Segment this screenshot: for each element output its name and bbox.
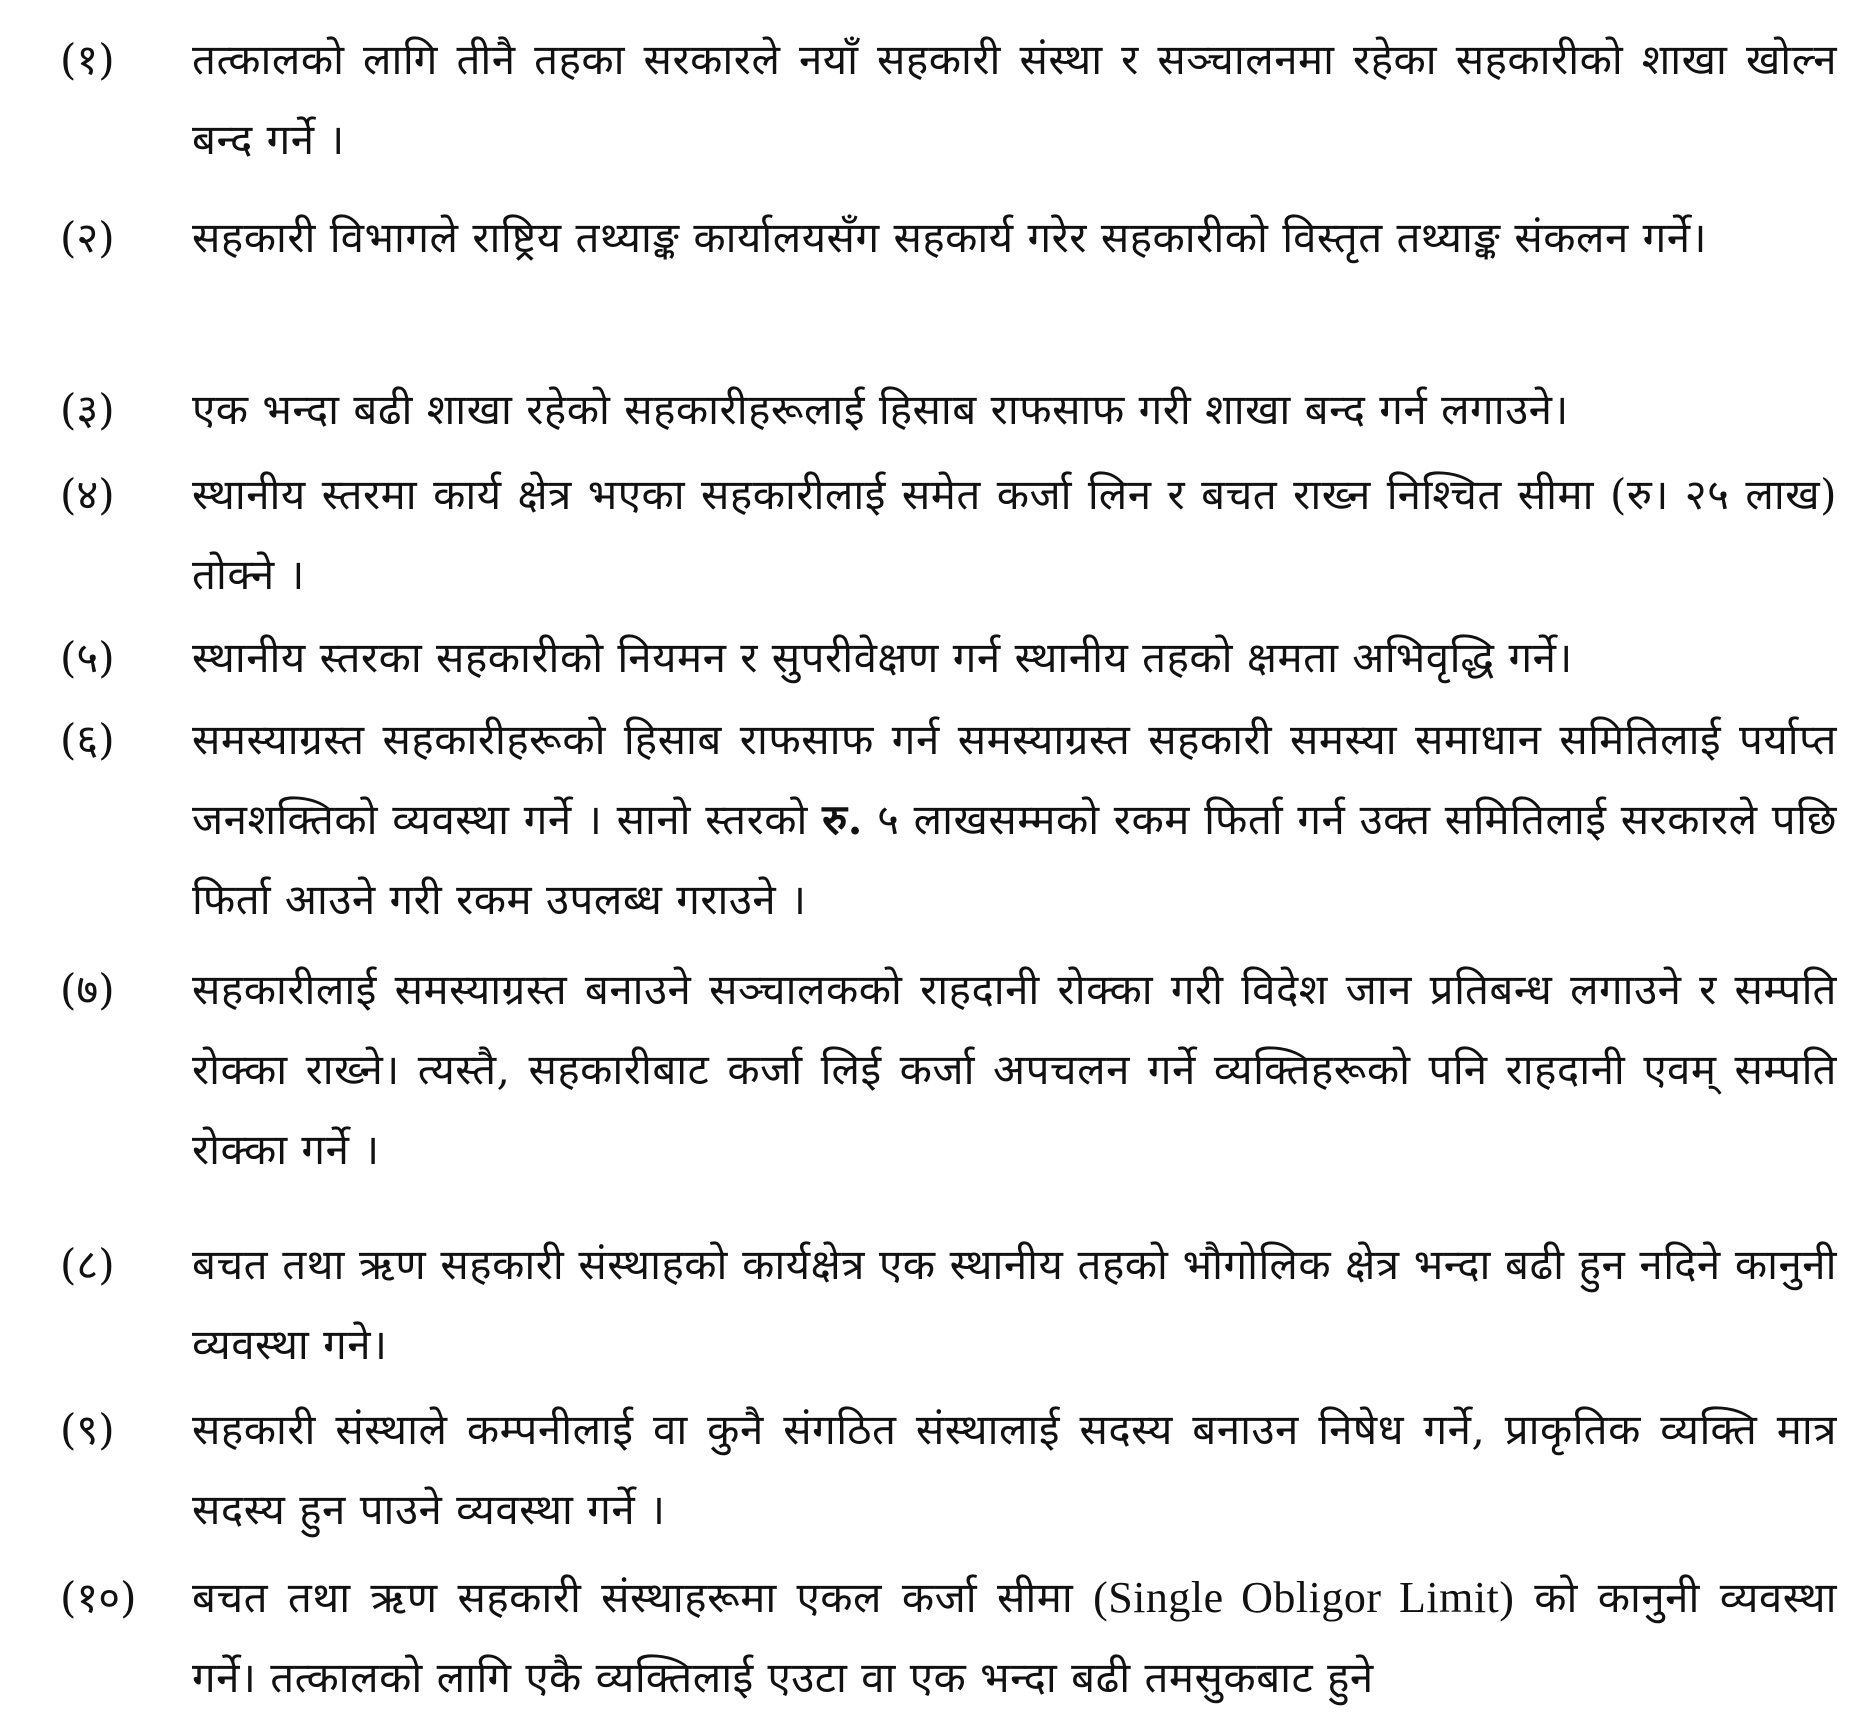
item-number: (४) — [60, 470, 115, 519]
item-number: (२) — [60, 213, 115, 262]
item-text-part: बचत तथा ऋण सहकारी संस्थाहरूमा एकल कर्जा सीमा — [192, 1573, 1094, 1622]
item-text: तत्कालको लागि तीनै तहका सरकारले नयाँ सहकारी संस्था र सञ्चालनमा रहेका सहकारीको शाखा खोल्न बन्द गर्ने । — [192, 35, 1837, 164]
item-number: (६) — [60, 715, 115, 764]
item-text-part: समस्याग्रस्त सहकारीहरूको हिसाब राफसाफ गर्न समस्याग्रस्त सहकारी समस्या समाधान समितिलाई पर्याप्त जनशक्तिको व्यवस्था गर्ने । सानो स्तरको — [192, 715, 1837, 844]
item-text: एक भन्दा बढी शाखा रहेको सहकारीहरूलाई हिसाब राफसाफ गरी शाखा बन्द गर्न लगाउने। — [192, 385, 1569, 434]
item-text: सहकारी विभागले राष्ट्रिय तथ्याङ्क कार्यालयसँग सहकार्य गरेर सहकारीको विस्तृत तथ्याङ्क संकलन गर्ने। — [192, 213, 1707, 262]
item-text: स्थानीय स्तरका सहकारीको नियमन र सुपरीवेक्षण गर्न स्थानीय तहको क्षमता अभिवृद्धि गर्ने। — [192, 633, 1573, 682]
english-term: (Single Obligor Limit) — [1093, 1573, 1515, 1622]
item-number: (१) — [60, 35, 115, 84]
item-number: (३) — [60, 385, 115, 434]
item-number: (७) — [60, 965, 115, 1014]
item-number: (९) — [60, 1405, 115, 1454]
item-text-part: को कानुनी व्यवस्था गर्ने। तत्कालको लागि एकै व्यक्तिलाई एउटा वा एक भन्दा बढी तमसुकबाट हुने — [192, 1573, 1837, 1702]
item-number: (५) — [60, 633, 115, 682]
currency-abbrev: रु. — [822, 795, 863, 844]
item-text-part: ५ लाखसम्मको रकम फिर्ता गर्न उक्त समितिलाई सरकारले पछि फिर्ता आउने गरी रकम उपलब्ध गराउने । — [192, 795, 1837, 924]
item-text: सहकारी संस्थाले कम्पनीलाई वा कुनै संगठित संस्थालाई सदस्य बनाउन निषेध गर्ने, प्राकृतिक व्यक्ति मात्र सदस्य हुन पाउने व्यवस्था गर्ने । — [192, 1405, 1837, 1534]
item-number: (१०) — [60, 1573, 137, 1622]
item-text — [192, 1558, 1837, 1718]
item-text — [192, 700, 1837, 940]
item-text: बचत तथा ऋण सहकारी संस्थाहको कार्यक्षेत्र एक स्थानीय तहको भौगोलिक क्षेत्र भन्दा बढी हुन नदिने कानुनी व्यवस्था गने। — [192, 1240, 1837, 1369]
item-number: (८) — [60, 1240, 115, 1289]
item-text: स्थानीय स्तरमा कार्य क्षेत्र भएका सहकारीलाई समेत कर्जा लिन र बचत राख्न निश्चित सीमा (रु। २५ लाख) तोक्ने । — [192, 470, 1837, 599]
item-text: सहकारीलाई समस्याग्रस्त बनाउने सञ्चालकको राहदानी रोक्का गरी विदेश जान प्रतिबन्ध लगाउने र सम्पति रोक्का राख्ने। त्यस्तै, सहकारीबाट कर्जा लिई कर्जा अपचलन गर्ने व्यक्तिहरूको पनि राहदानी एवम् सम्पति रोक्का गर्ने । — [192, 965, 1837, 1174]
